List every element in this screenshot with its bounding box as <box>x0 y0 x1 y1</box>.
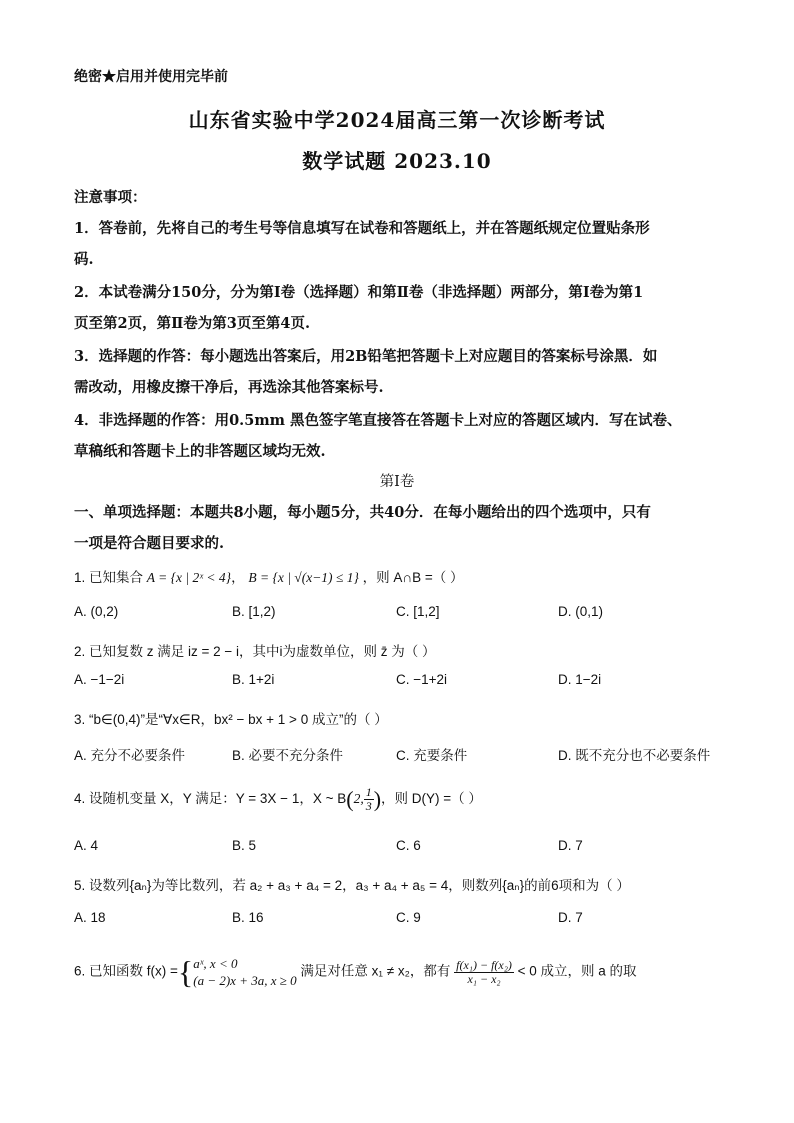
q4-frac-den: 3 <box>365 799 372 813</box>
q1-option-b[interactable]: B. [1,2) <box>232 604 276 619</box>
q6-frac-den: x₁ − x₂ <box>467 971 501 986</box>
q1-prefix: 1. 已知集合 <box>74 570 144 585</box>
q4-frac-num: 1 <box>365 785 372 799</box>
q6-prefix: 6. 已知函数 f(x) = <box>74 963 178 979</box>
q6-middle: 满足对任意 x₁ ≠ x₂，都有 <box>300 963 451 979</box>
q1-set-b: B = {x | √(x−1) ≤ 1} <box>248 570 359 585</box>
notice-line: 2．本试卷满分150分，分为第Ⅰ卷（选择题）和第Ⅱ卷（非选择题）两部分，第Ⅰ卷为第1 <box>74 284 644 301</box>
question-6 <box>74 955 637 989</box>
notice-line: 需改动，用橡皮擦干净后，再选涂其他答案标号. <box>74 379 384 396</box>
q5-option-d[interactable]: D. 7 <box>558 910 583 925</box>
q5-option-c[interactable]: C. 9 <box>396 910 421 925</box>
notice-line: 草稿纸和答题卡上的非答题区域均无效. <box>74 443 326 460</box>
section-heading: 一、单项选择题：本题共8小题，每小题5分，共40分．在每小题给出的四个选项中，只有 <box>74 504 651 521</box>
q5-option-a[interactable]: A. 18 <box>74 910 106 925</box>
q6-case-1: aˣ, x < 0 <box>193 956 238 971</box>
question-1 <box>74 566 464 586</box>
q1-option-d[interactable]: D. (0,1) <box>558 604 604 619</box>
q6-frac-num: f(x₁) − f(x₂) <box>456 957 512 972</box>
q1-set-a: A = {x | 2ˣ < 4} <box>146 570 232 585</box>
q4-option-a[interactable]: A. 4 <box>74 838 99 853</box>
q3-option-b[interactable]: B. 必要不充分条件 <box>232 748 344 763</box>
question-3: 3. “b∈(0,4)”是“∀x∈R，bx² − bx + 1 > 0 成立”的（ ） <box>74 712 388 727</box>
exam-subtitle: 数学试题 2023.10 <box>302 149 492 173</box>
q3-option-c[interactable]: C. 充要条件 <box>396 748 468 763</box>
q6-case-2: (a − 2)x + 3a, x ≥ 0 <box>193 973 297 988</box>
q2-option-c[interactable]: C. −1+2i <box>396 672 448 687</box>
volume-heading: 第Ⅰ卷 <box>379 474 415 490</box>
q4-fraction <box>364 786 374 813</box>
confidential-label: 绝密★启用并使用完毕前 <box>74 69 228 85</box>
q1-option-c[interactable]: C. [1,2] <box>396 604 440 619</box>
q6-brace: { <box>177 954 194 990</box>
q4-prefix: 4. 设随机变量 X，Y 满足：Y = 3X − 1，X ~ B <box>74 791 347 807</box>
notice-line: 4．非选择题的作答：用0.5mm 黑色签字笔直接答在答题卡上对应的答题区域内．写在试卷、 <box>74 412 682 429</box>
q3-option-a[interactable]: A. 充分不必要条件 <box>74 748 186 763</box>
question-2: 2. 已知复数 z 满足 iz = 2 − i，其中i为虚数单位，则 z̄ 为（ ） <box>74 644 436 659</box>
section-heading-cont: 一项是符合题目要求的. <box>74 535 225 552</box>
question-4 <box>74 786 482 813</box>
q1-option-a[interactable]: A. (0,2) <box>74 604 119 619</box>
q3-option-d[interactable]: D. 既不充分也不必要条件 <box>558 748 711 763</box>
q4-option-d[interactable]: D. 7 <box>558 838 583 853</box>
question-5: 5. 设数列{aₙ}为等比数列，若 a₂ + a₃ + a₄ = 2，a₃ + a₄ + a₅ = 4，则数列{aₙ}的前6项和为（ ） <box>74 878 630 893</box>
q1-tail: ，则 A∩B =（ ） <box>362 570 464 585</box>
q2-option-a[interactable]: A. −1−2i <box>74 672 125 687</box>
q4-option-c[interactable]: C. 6 <box>396 838 421 853</box>
q2-option-d[interactable]: D. 1−2i <box>558 672 602 687</box>
notice-heading: 注意事项： <box>74 189 147 206</box>
q4-right-paren: ) <box>373 786 382 812</box>
q4-left-paren: ( <box>346 786 354 812</box>
notice-line: 码. <box>74 251 94 268</box>
notice-line: 3．选择题的作答：每小题选出答案后，用2B铅笔把答题卡上对应题目的答案标号涂黑．如 <box>74 348 658 365</box>
q6-fraction <box>454 959 514 986</box>
q4-binom-n: 2, <box>353 791 364 807</box>
q5-option-b[interactable]: B. 16 <box>232 910 264 925</box>
q4-option-b[interactable]: B. 5 <box>232 838 257 853</box>
q6-tail: < 0 成立，则 a 的取 <box>517 963 637 979</box>
notice-line: 页至第2页，第Ⅱ卷为第3页至第4页. <box>74 315 311 332</box>
q6-cases <box>193 955 296 989</box>
notice-line: 1．答卷前，先将自己的考生号等信息填写在试卷和答题纸上，并在答题纸规定位置贴条形 <box>74 220 650 237</box>
q4-tail: ，则 D(Y) =（ ） <box>381 791 482 807</box>
q2-option-b[interactable]: B. 1+2i <box>232 672 275 687</box>
exam-title: 山东省实验中学2024届高三第一次诊断考试 <box>188 108 606 132</box>
q1-separator: ， <box>231 570 245 585</box>
